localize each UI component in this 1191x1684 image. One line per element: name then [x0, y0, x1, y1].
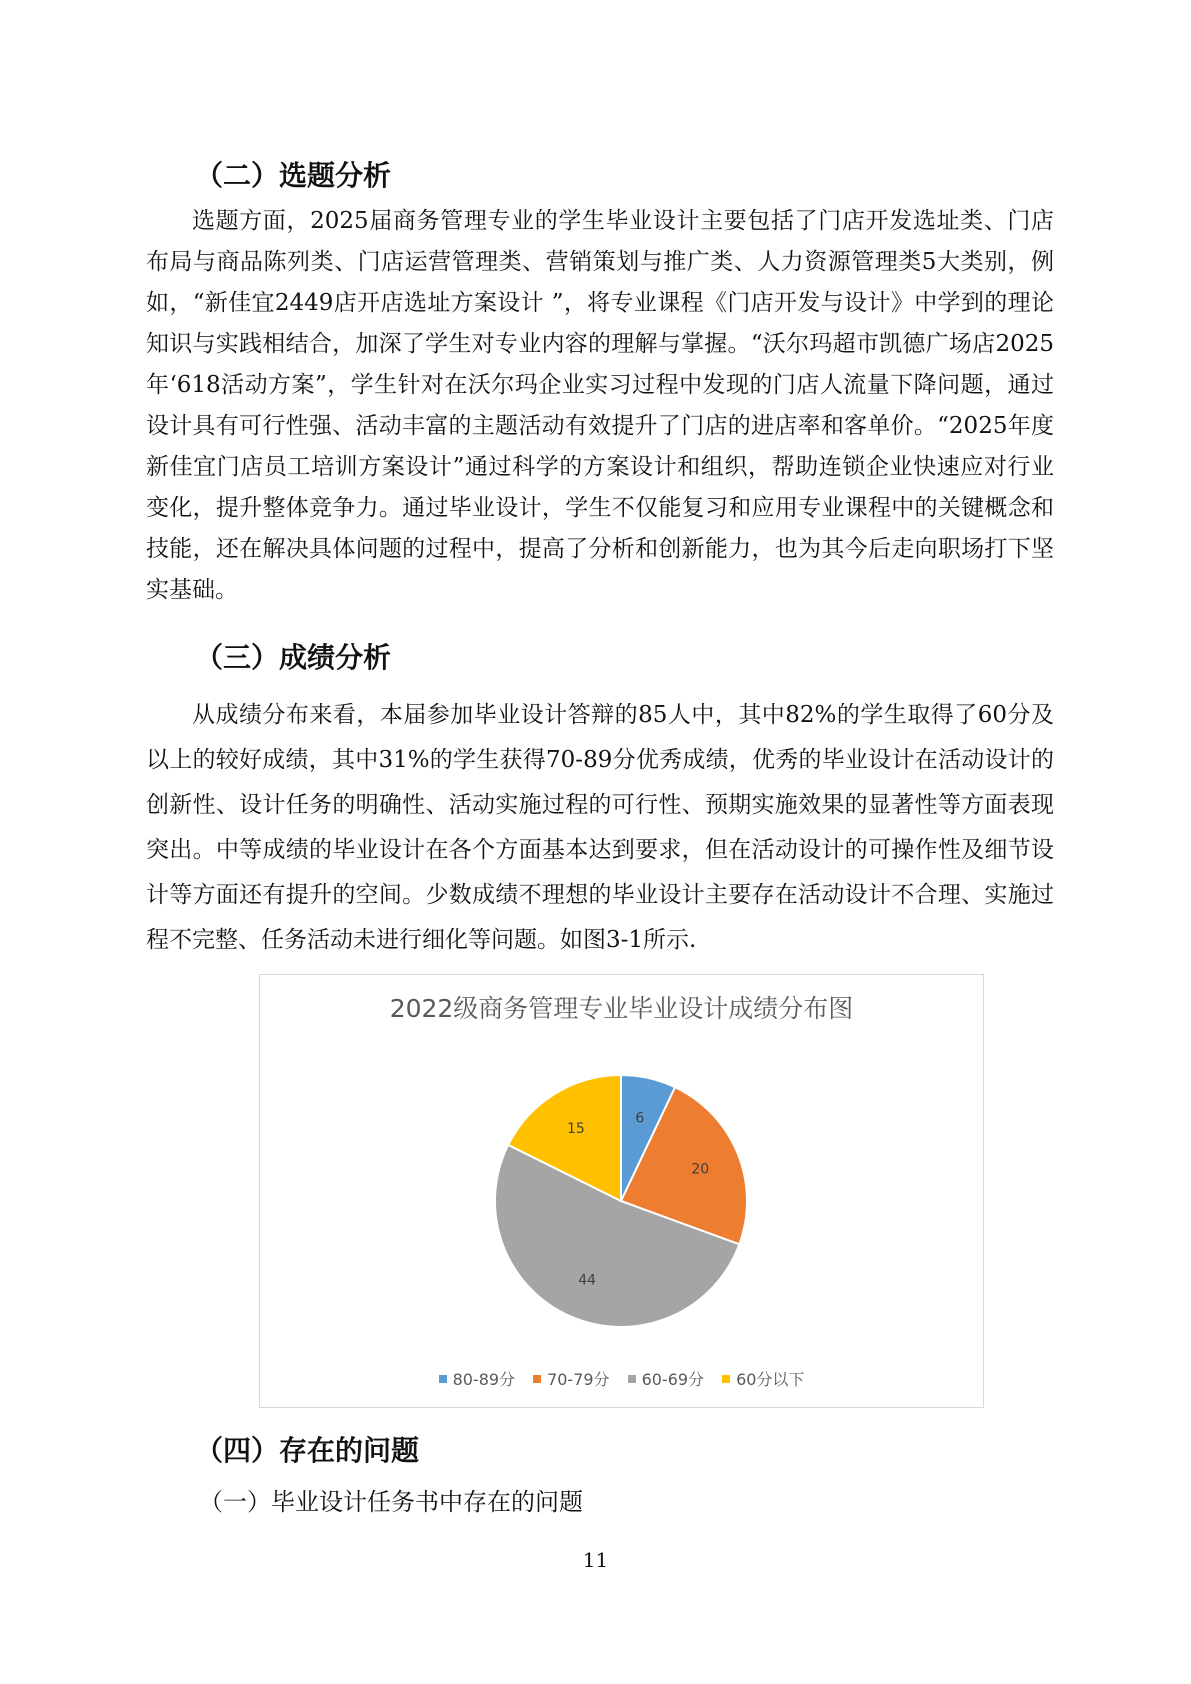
chart-legend — [260, 1367, 983, 1390]
pie-data-label-2: 20 — [691, 1161, 710, 1178]
legend-swatch — [722, 1375, 730, 1383]
pie-data-label-1: 6 — [635, 1110, 645, 1127]
section-heading-problems: （四）存在的问题 — [195, 1434, 420, 1467]
pie-data-label-3: 44 — [578, 1272, 597, 1289]
chart-title: 2022级商务管理专业毕业设计成绩分布图 — [389, 994, 854, 1023]
section-heading-topic-analysis: （二）选题分析 — [195, 159, 392, 192]
legend-item-4 — [722, 1367, 804, 1390]
legend-label: 80-89分 — [452, 1370, 516, 1389]
legend-swatch — [533, 1375, 541, 1383]
page-number: 11 — [582, 1548, 609, 1572]
section-heading-grade-analysis: （三）成绩分析 — [195, 641, 392, 674]
legend-item-3 — [628, 1367, 705, 1390]
paragraph-topic-analysis: 选题方面，2025届商务管理专业的学生毕业设计主要包括了门店开发选址类、门店布局与商品陈列类、门店运营管理类、营销策划与推广类、人力资源管理类5大类别，例如，“新佳宜2449店开店选址方案设计 ”，将专业课程《门店开发与设计》中学到的理论知识与实践相结合，加深了学生对专业内容的理解与掌握。“沃尔玛超市凯德广场店2025年‘618活动方案”，学生针对在沃尔玛企业实习过程中发现的门店人流量下降问题，通过设计具有可行性强、活动丰富的主题活动有效提升了门店的进店率和客单价。“2025年度新佳宜门店员工培训方案设计”通过科学的方案设计和组织，帮助连锁企业快速应对行业变化，提升整体竞争力。通过毕业设计，学生不仅能复习和应用专业课程中的关键概念和技能，还在解决具体问题的过程中，提高了分析和创新能力，也为其今后走向职场打下坚实基础。 — [146, 208, 1054, 603]
legend-item-2 — [533, 1367, 610, 1390]
legend-swatch — [628, 1375, 636, 1383]
legend-swatch — [439, 1375, 447, 1383]
legend-label: 70-79分 — [547, 1370, 610, 1389]
pie-data-label-4: 15 — [566, 1121, 585, 1138]
paragraph-grade-analysis: 从成绩分布来看，本届参加毕业设计答辩的85人中，其中82%的学生取得了60分及以上的较好成绩，其中31%的学生获得70-89分优秀成绩，优秀的毕业设计在活动设计的创新性、设计任务的明确性、活动实施过程的可行性、预期实施效果的显著性等方面表现突出。中等成绩的毕业设计在各个方面基本达到要求，但在活动设计的可操作性及细节设计等方面还有提升的空间。少数成绩不理想的毕业设计主要存在活动设计不合理、实施过程不完整、任务活动未进行细化等问题。如图3-1所示. — [146, 702, 1054, 953]
subheading-task-book-problems: （一）毕业设计任务书中存在的问题 — [199, 1488, 583, 1516]
legend-label: 60分以下 — [736, 1370, 805, 1389]
grade-distribution-chart — [259, 974, 984, 1408]
pie-chart-svg — [260, 975, 983, 1407]
legend-item-1 — [439, 1367, 516, 1390]
legend-label: 60-69分 — [641, 1370, 705, 1389]
